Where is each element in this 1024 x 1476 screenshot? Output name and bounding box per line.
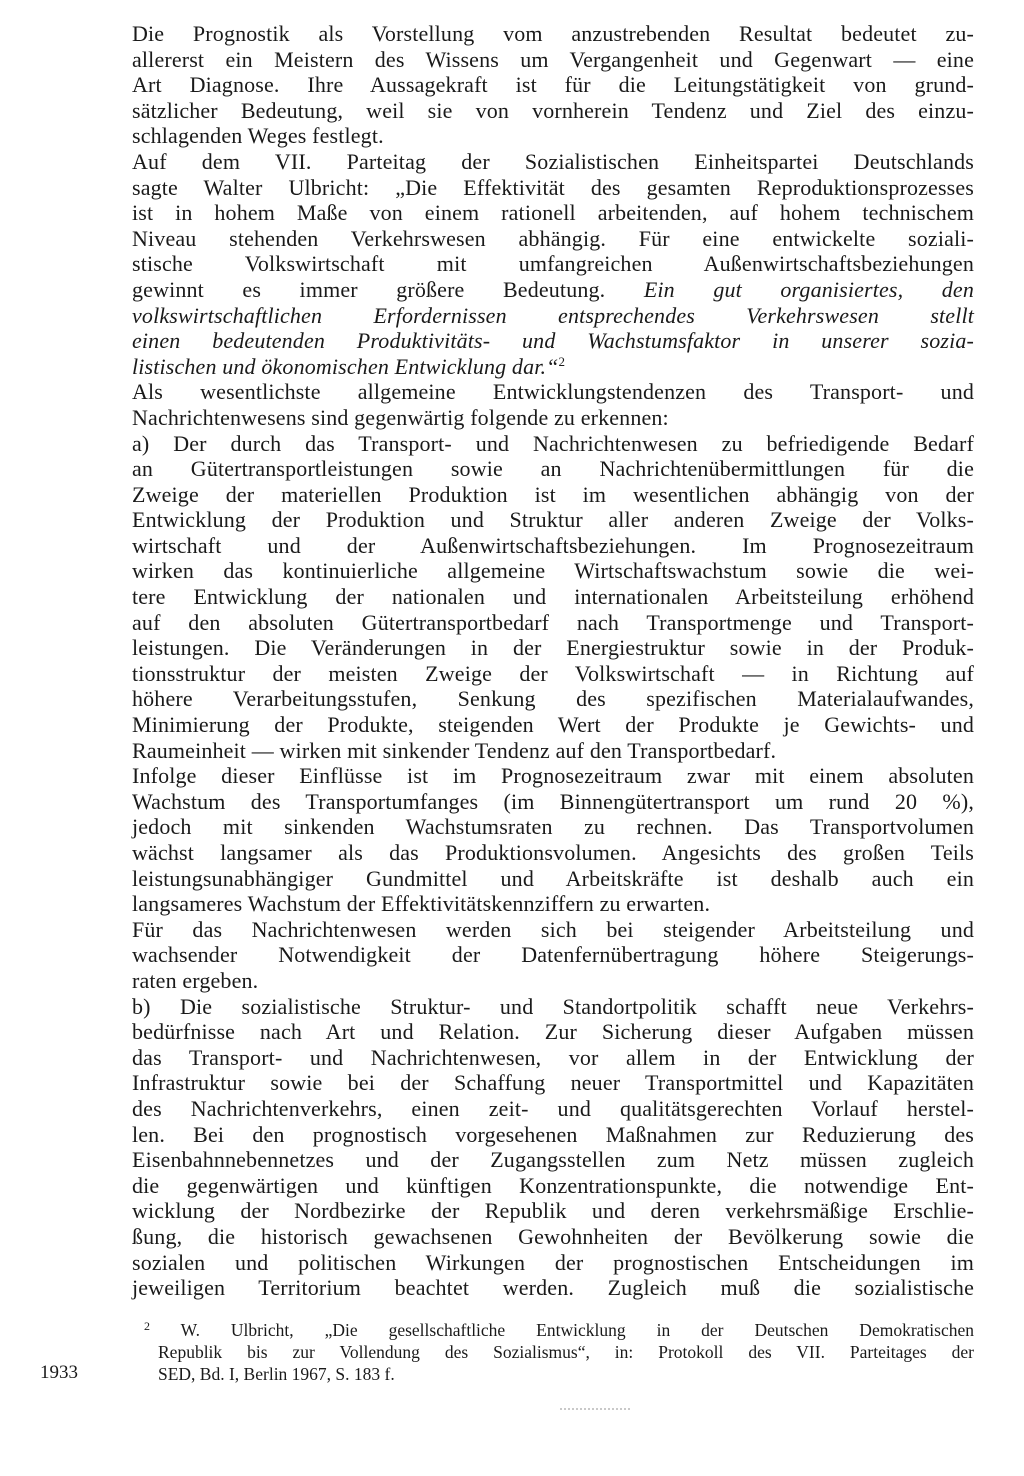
quote-italic-line: volkswirtschaftlichen Erfordernissen entsprechendes Verkehrswesen stellt [132, 302, 974, 328]
text-line: des Nachrichtenverkehrs, einen zeit- und qualitätsgerechten Vorlauf herstel- [132, 1095, 974, 1121]
text-line: bedürfnisse nach Art und Relation. Zur Sicherung dieser Aufgaben müssen [132, 1019, 974, 1045]
text-line: len. Bei den prognostisch vorgesehenen Maßnahmen zur Reduzierung des [132, 1121, 974, 1147]
text-line: sätzlicher Bedeutung, weil sie von vornherein Tendenz und Ziel des einzu- [132, 97, 974, 123]
text-line: wachsender Notwendigkeit der Datenfernübertragung höhere Steigerungs- [132, 942, 974, 968]
text-line: raten ergeben. [132, 967, 259, 993]
footnotes [144, 1319, 974, 1385]
text-line: Nachrichtenwesens sind gegenwärtig folgende zu erkennen: [132, 404, 669, 430]
text-line: die gegenwärtigen und künftigen Konzentrationspunkte, die notwendige Ent- [132, 1172, 974, 1198]
text-line: wächst langsamer als das Produktionsvolumen. Angesichts des großen Teils [132, 840, 974, 865]
quote-italic-line: einen bedeutenden Produktivitäts- und Wachstumsfaktor in unserer sozia- [132, 328, 974, 354]
text-line: langsameres Wachstum der Effektivitätskennziffern zu erwarten. [132, 891, 711, 917]
text-line: Niveau stehenden Verkehrswesen abhängig. Für eine entwickelte soziali- [132, 225, 974, 251]
text-line: sagte Walter Ulbricht: „Die Effektivität des gesamten Reproduktionsprozesses [132, 174, 974, 200]
text-segment: gewinnt es immer größere Bedeutung. [132, 276, 606, 302]
scan-artifact-divider [560, 1408, 630, 1414]
text-line: schlagenden Weges festlegt. [132, 123, 384, 149]
text-line: ist in hohem Maße von einem rationell arbeitenden, auf hohem technischem [132, 200, 974, 226]
text-line: stische Volkswirtschaft mit umfangreichen Außenwirtschaftsbeziehungen [132, 251, 974, 277]
text-line: tionsstruktur der meisten Zweige der Volkswirtschaft — in Richtung auf [132, 660, 974, 686]
text-line: wirken das kontinuierliche allgemeine Wirtschaftswachstum sowie die wei- [132, 558, 974, 584]
text-line: allererst ein Meistern des Wissens um Vergangenheit und Gegenwart — eine [132, 46, 974, 72]
footnote-line [144, 1319, 974, 1341]
page-number: 1933 [40, 1362, 78, 1383]
text-line: Als wesentlichste allgemeine Entwicklungstendenzen des Transport- und [132, 379, 974, 405]
text-line: ßung, die historisch gewachsenen Gewohnheiten der Bevölkerung sowie die [132, 1223, 974, 1249]
footnote-marker: 2 [144, 1319, 150, 1333]
text-line: Art Diagnose. Ihre Aussagekraft ist für die Leitungstätigkeit von grund- [132, 72, 974, 98]
text-line: leistungsunabhängiger Gundmittel und Arbeitskräfte ist deshalb auch ein [132, 865, 974, 891]
quote-italic-segment: Ein gut organisiertes, den [643, 276, 974, 302]
text-line: Minimierung der Produkte, steigenden Wert der Produkte je Gewichts- und [132, 712, 974, 738]
text-line: sozialen und politischen Wirkungen der prognostischen Entscheidungen im [132, 1249, 974, 1275]
text-line [132, 277, 974, 303]
text-line: Wachstum des Transportumfanges (im Binnengütertransport um rund 20 %), [132, 788, 974, 814]
text-line: leistungen. Die Veränderungen in der Energiestruktur sowie in der Produk- [132, 635, 974, 661]
text-line: jedoch mit sinkenden Wachstumsraten zu rechnen. Das Transportvolumen [132, 814, 974, 840]
text-line: Infolge dieser Einflüsse ist im Prognosezeitraum zwar mit einem absoluten [132, 763, 974, 789]
quote-italic-segment: listischen und ökonomischen Entwicklung dar.“ [132, 353, 559, 379]
text-line: jeweiligen Territorium beachtet werden. Zugleich muß die sozialistische [132, 1275, 974, 1301]
body-text [132, 21, 974, 1301]
text-line: an Gütertransportleistungen sowie an Nachrichtenübermittlungen für die [132, 456, 974, 482]
text-line: wicklung der Nordbezirke der Republik und deren verkehrsmäßige Erschlie- [132, 1198, 974, 1224]
text-line: Eisenbahnnebennetzes und der Zugangsstellen zum Netz müssen zugleich [132, 1147, 974, 1173]
text-line: das Transport- und Nachrichtenwesen, vor allem in der Entwicklung der [132, 1044, 974, 1070]
text-line: a) Der durch das Transport- und Nachrichtenwesen zu befriedigende Bedarf [132, 430, 974, 456]
text-line: Raumeinheit — wirken mit sinkender Tendenz auf den Transportbedarf. [132, 737, 777, 763]
footnote-line: Republik bis zur Vollendung des Sozialismus“, in: Protokoll des VII. Parteitages der [158, 1342, 974, 1362]
text-line: Auf dem VII. Parteitag der Sozialistischen Einheitspartei Deutschlands [132, 148, 974, 174]
footnote-reference[interactable]: 2 [558, 353, 566, 369]
text-line: Die Prognostik als Vorstellung vom anzustrebenden Resultat bedeutet zu- [132, 21, 974, 46]
text-line: Infrastruktur sowie bei der Schaffung neuer Transportmittel und Kapazitäten [132, 1070, 974, 1096]
text-line: höhere Verarbeitungsstufen, Senkung des spezifischen Materialaufwandes, [132, 686, 974, 712]
text-line: tere Entwicklung der nationalen und internationalen Arbeitsteilung erhöhend [132, 584, 974, 610]
text-line: auf den absoluten Gütertransportbedarf nach Transportmenge und Transport- [132, 609, 974, 635]
text-line: Entwicklung der Produktion und Struktur aller anderen Zweige der Volks- [132, 507, 974, 533]
footnote-text: W. Ulbricht, „Die gesellschaftliche Entwicklung in der Deutschen Demokratischen [180, 1320, 974, 1340]
text-line: b) Die sozialistische Struktur- und Standortpolitik schafft neue Verkehrs- [132, 993, 974, 1019]
text-line [132, 354, 974, 380]
footnote-line: SED, Bd. I, Berlin 1967, S. 183 f. [158, 1364, 395, 1384]
text-line: Für das Nachrichtenwesen werden sich bei steigender Arbeitsteilung und [132, 916, 974, 942]
text-line: wirtschaft und der Außenwirtschaftsbeziehungen. Im Prognosezeitraum [132, 532, 974, 558]
text-line: Zweige der materiellen Produktion ist im wesentlichen abhängig von der [132, 481, 974, 507]
